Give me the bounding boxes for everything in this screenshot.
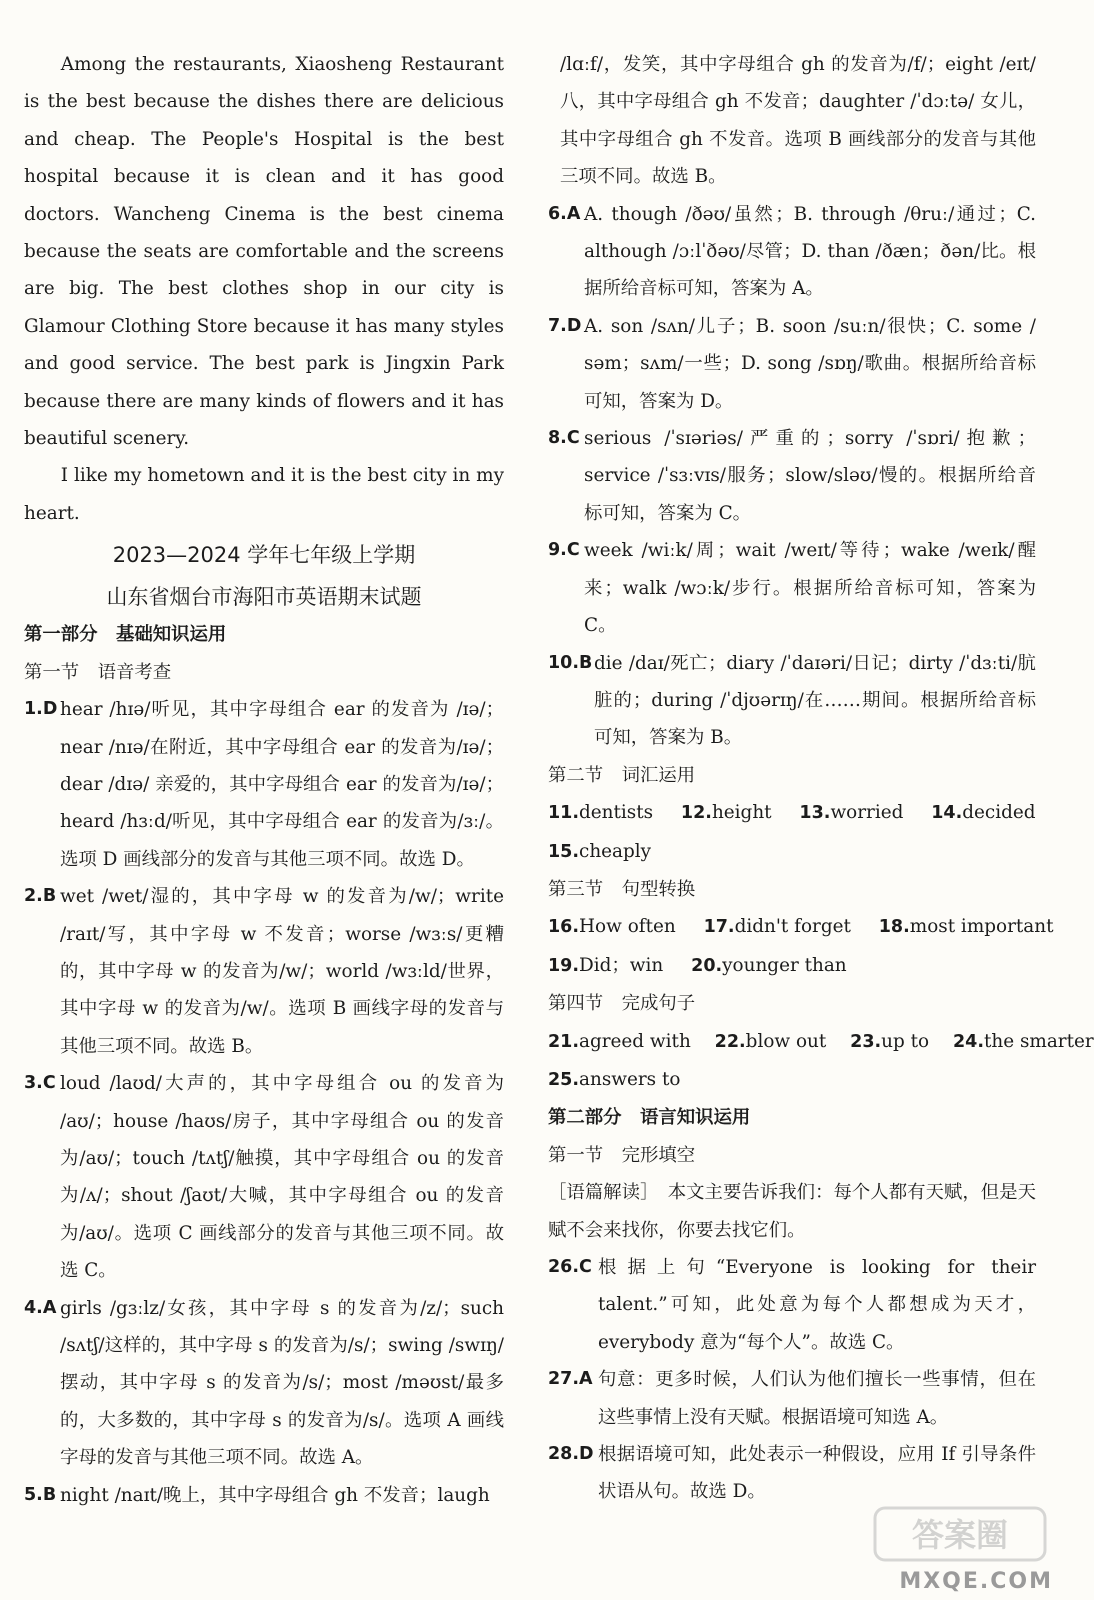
- item5-continuation: /lɑːf/，发笑，其中字母组合 gh 的发音为/f/；eight /eɪt/八，其中字母组合 gh 不发音；daughter /ˈdɔːtə/ 女儿，其中字母组合 gh 不发音。选项 B 画线部分的发音与其他三项不同。故选 B。: [560, 54, 1036, 188]
- item-number: 28.D: [548, 1444, 594, 1465]
- vocab-row: [548, 833, 1036, 871]
- right-column: [548, 46, 1094, 1511]
- section2-heading: 第二节 词汇运用: [548, 764, 696, 786]
- item-number: 5.B: [24, 1484, 57, 1505]
- essay-paragraph-1: Among the restaurants, Xiaosheng Restaurant is the best because the dishes there are delicious and cheap. The People's Hospital is the best hospital because it is clean and it has good doctors. Wancheng Cinema is the best cinema because the seats are comfortable and the screens are big. The best clothes shop in our city is Glamour Clothing Store because it has many styles and good service. The best park is Jingxin Park because there are many kinds of flowers and it has beautiful scenery.: [24, 54, 504, 450]
- section1-heading: 第一节 语音考查: [24, 661, 172, 683]
- answer-text: younger than: [722, 954, 847, 976]
- answer-entry: [548, 833, 651, 871]
- answer-number: 17.: [703, 917, 735, 938]
- item-text: girls /gɜːlz/女孩，其中字母 s 的发音为/z/；such /sʌtʃ/这样的，其中字母 s 的发音为/s/；swing /swɪŋ/摆动，其中字母 s 的发音为/s/；most /məʊst/最多的，大多数的，其中字母 s 的发音为/s/。选项 A 画线字母的发音与其他三项不同。故选 A。: [60, 1297, 504, 1469]
- essay-paragraph-2: I like my hometown and it is the best city in my heart.: [24, 465, 504, 524]
- watermark-url: MXQE.COM: [899, 1569, 1053, 1594]
- item-text: A. though /ðəʊ/虽然；B. through /θruː/通过；C. although /ɔːlˈðəʊ/尽管；D. than /ðæn；ðən/比。根据所给音标可知，答案为 A。: [584, 203, 1036, 300]
- answer-item: [24, 1477, 504, 1514]
- answer-number: 25.: [548, 1069, 580, 1090]
- answer-item: [24, 1290, 504, 1477]
- answer-number: 21.: [548, 1031, 580, 1052]
- answer-entry: [548, 794, 653, 832]
- item-number: 9.C: [548, 540, 580, 561]
- answer-text: agreed with: [579, 1030, 691, 1052]
- item-number: 10.B: [548, 652, 593, 673]
- answer-entry: [704, 908, 851, 946]
- item-text: hear /hɪə/听见，其中字母组合 ear 的发音为 /ɪə/；near /nɪə/在附近，其中字母组合 ear 的发音为/ɪə/；dear /dɪə/ 亲爱的，其中字母组合 ear 的发音为/ɪə/；heard /hɜːd/听见，其中字母组合 ear 的发音为/ɜː/。选项 D 画线部分的发音与其他三项不同。故选 D。: [60, 699, 504, 870]
- answer-text: answers to: [579, 1068, 681, 1090]
- item-text: 根据语境可知，此处表示一种假设，应用 If 引导条件状语从句。故选 D。: [598, 1444, 1036, 1503]
- answer-entry: [715, 1023, 827, 1061]
- section5-heading: 第一节 完形填空: [548, 1144, 696, 1166]
- answer-item: [548, 645, 1036, 757]
- answer-text: dentists: [579, 802, 654, 824]
- item-number: 7.D: [548, 315, 582, 336]
- answer-entry: [953, 1023, 1094, 1061]
- answer-entry: [681, 794, 772, 832]
- answer-item: [548, 420, 1036, 532]
- item-text: loud /laʊd/大声的，其中字母组合 ou 的发音为 /aʊ/；house /haʊs/房子，其中字母组合 ou 的发音为/aʊ/；touch /tʌtʃ/触摸，其中字母组合 ou 的发音为/ʌ/；shout /ʃaʊt/大喊，其中字母组合 ou 的发音为/aʊ/。选项 C 画线部分的发音与其他三项不同。故选 C。: [60, 1073, 504, 1282]
- answer-text: worried: [830, 802, 904, 824]
- pattern-row: [548, 947, 1036, 985]
- watermark-logo-icon: [865, 1500, 1055, 1570]
- answer-text: most important: [909, 916, 1054, 938]
- part2-heading: 第二部分 语言知识运用: [548, 1107, 751, 1129]
- answer-entry: [879, 908, 1054, 946]
- item-number: 26.C: [548, 1257, 592, 1277]
- item-number: 4.A: [24, 1297, 57, 1318]
- answer-number: 16.: [548, 917, 580, 938]
- answer-item: [548, 532, 1036, 644]
- answer-number: 19.: [548, 955, 580, 976]
- answer-number: 14.: [931, 803, 963, 824]
- answer-number: 20.: [691, 955, 723, 976]
- item-number: 3.C: [24, 1073, 56, 1094]
- item-text: A. son /sʌn/儿子；B. soon /suːn/很快；C. some / səm；sʌm/一些；D. song /sɒŋ/歌曲。根据所给音标可知，答案为 D。: [584, 315, 1036, 412]
- item-text: wet /wet/湿的，其中字母 w 的发音为/w/；write /raɪt/写，其中字母 w 不发音；worse /wɜːs/更糟的，其中字母 w 的发音为/w/；world /wɜːld/世界，其中字母 w 的发音为/w/。选项 B 画线字母的发音与其他三项不同。故选 B。: [60, 886, 504, 1057]
- answer-item: [548, 1361, 1036, 1436]
- item-number: 1.D: [24, 699, 58, 720]
- item-text: 句意：更多时候，人们认为他们擅长一些事情，但在这些事情上没有天赋。根据语境可知选 A。: [598, 1369, 1036, 1428]
- analysis-text: 本文主要告诉我们：每个人都有天赋，但是天赋不会来找你，你要去找它们。: [548, 1182, 1036, 1241]
- complete-row: [548, 1061, 1036, 1099]
- answer-text: the smarter: [983, 1030, 1094, 1052]
- answer-number: 13.: [799, 803, 831, 824]
- exam-title-line1: 2023—2024 学年七年级上学期: [112, 543, 416, 568]
- answer-item: [548, 1249, 1036, 1361]
- item-text: 根据上句“Everyone is looking for their talent.”可知，此处意为每个人都想成为天才，everybody 意为“每个人”。故选 C。: [598, 1257, 1036, 1353]
- answer-item: [24, 1065, 504, 1289]
- answer-number: 22.: [714, 1031, 746, 1052]
- answer-text: blow out: [745, 1030, 827, 1052]
- watermark-logo-text: 答案圈: [911, 1516, 1009, 1554]
- answer-text: cheaply: [579, 840, 652, 862]
- analysis-label: ［语篇解读］: [548, 1182, 650, 1204]
- answer-entry: [799, 794, 903, 832]
- answer-entry: [548, 1061, 680, 1099]
- section3-heading: 第三节 句型转换: [548, 878, 696, 900]
- answer-number: 15.: [548, 841, 580, 862]
- exam-title-line2: 山东省烟台市海阳市英语期末试题: [106, 585, 422, 610]
- answer-item: [548, 308, 1036, 420]
- answer-number: 23.: [850, 1031, 882, 1052]
- answer-item: [24, 878, 504, 1065]
- section4-heading: 第四节 完成句子: [548, 993, 696, 1015]
- item-text: serious /ˈsɪəriəs/严重的；sorry /ˈsɒri/抱歉；service /ˈsɜːvɪs/服务；slow/sləʊ/慢的。根据所给音标可知，答案为 C。: [584, 428, 1036, 524]
- answer-item: [548, 196, 1036, 308]
- complete-row: [548, 1023, 1094, 1061]
- left-column: [24, 46, 504, 1514]
- item-number: 2.B: [24, 886, 57, 907]
- answer-item: [24, 691, 504, 878]
- answer-number: 12.: [680, 803, 712, 824]
- item-text: die /daɪ/死亡；diary /ˈdaɪəri/日记；dirty /ˈdɜːti/肮脏的；during /ˈdjʊərɪŋ/在……期间。根据所给音标可知，答案为 B。: [594, 652, 1036, 749]
- answer-text: height: [711, 802, 772, 824]
- part1-heading: 第一部分 基础知识运用: [24, 624, 227, 646]
- vocab-row: [548, 794, 1036, 832]
- item-number: 8.C: [548, 428, 580, 449]
- passage-analysis: [548, 1174, 1036, 1249]
- answer-text: How often: [579, 916, 676, 938]
- answer-entry: [691, 947, 847, 985]
- answer-text: decided: [962, 802, 1036, 824]
- answer-text: up to: [881, 1030, 930, 1052]
- item-text: night /naɪt/晚上，其中字母组合 gh 不发音；laugh: [60, 1484, 490, 1506]
- answer-text: Did；win: [579, 954, 664, 976]
- answer-number: 24.: [952, 1031, 984, 1052]
- answer-entry: [931, 794, 1035, 832]
- answer-number: 11.: [548, 803, 580, 824]
- answer-entry: [850, 1023, 929, 1061]
- answer-entry: [548, 908, 676, 946]
- answer-text: didn't forget: [734, 916, 851, 938]
- answer-entry: [548, 1023, 691, 1061]
- item-number: 6.A: [548, 203, 581, 224]
- pattern-row: [548, 908, 1054, 946]
- item-text: week /wiːk/周；wait /weɪt/等待；wake /weɪk/醒来；walk /wɔːk/步行。根据所给音标可知，答案为 C。: [584, 540, 1036, 637]
- answer-number: 18.: [878, 917, 910, 938]
- item-number: 27.A: [548, 1369, 593, 1390]
- answer-entry: [548, 947, 663, 985]
